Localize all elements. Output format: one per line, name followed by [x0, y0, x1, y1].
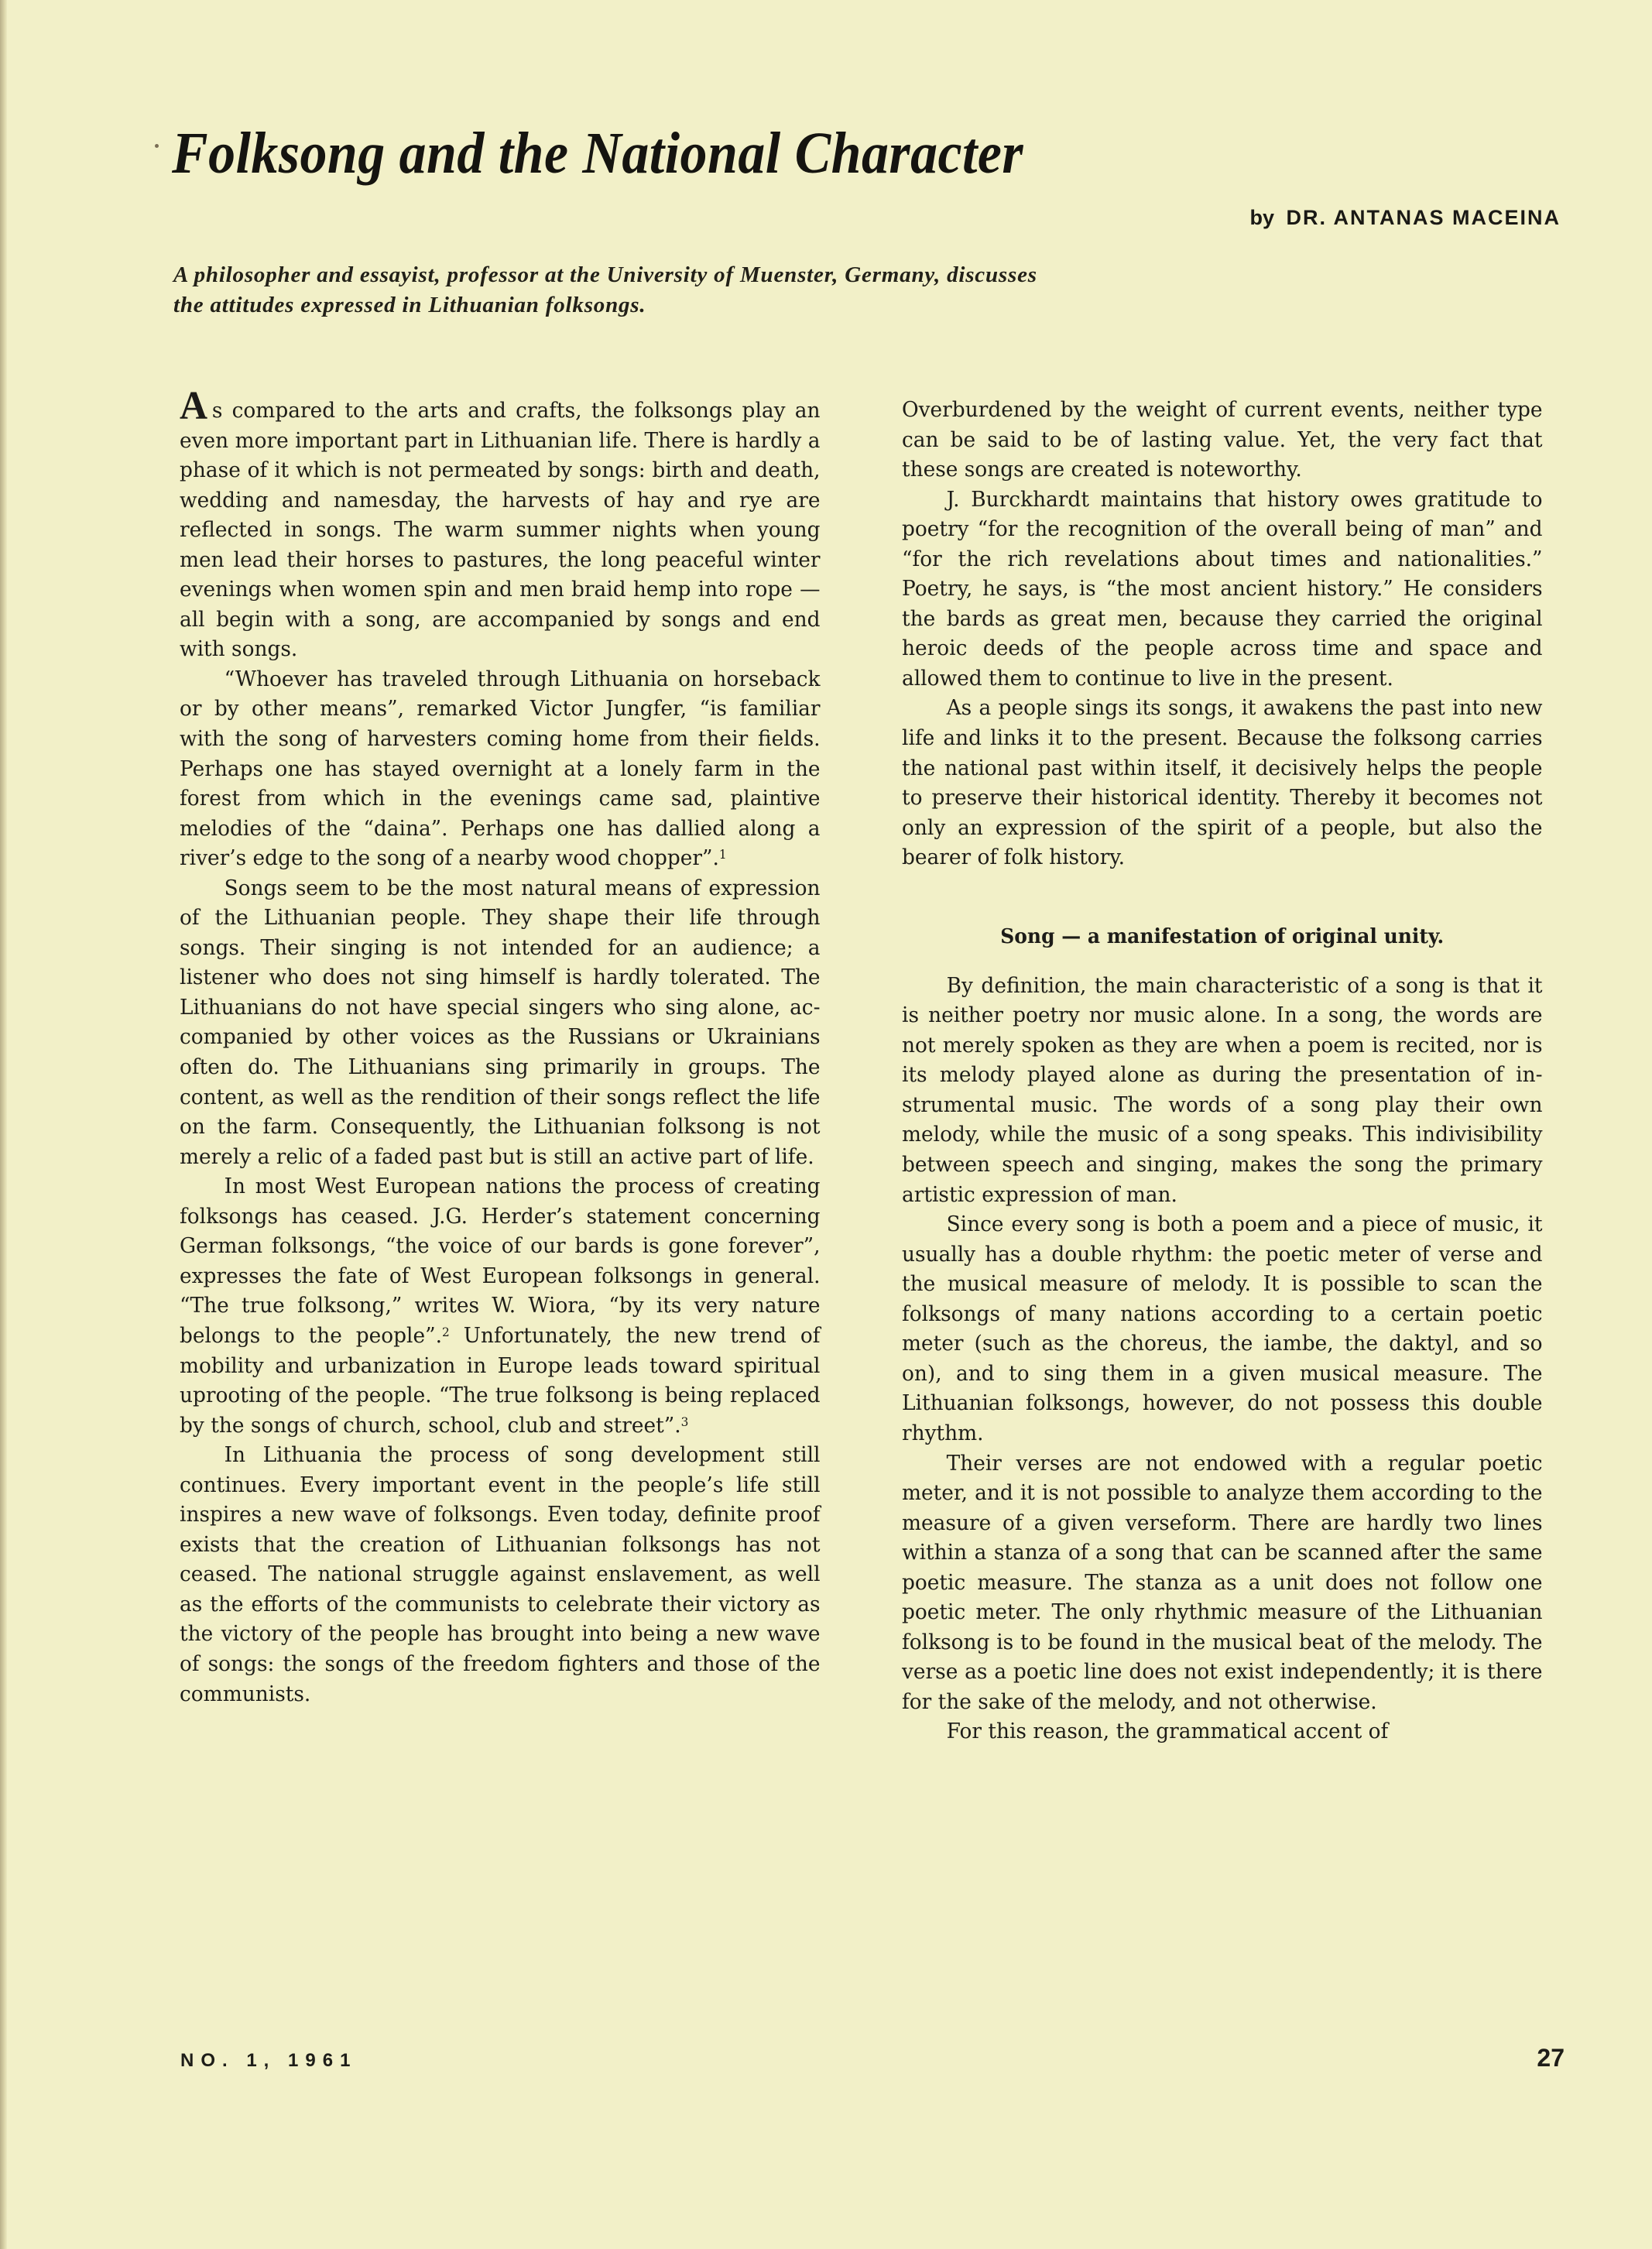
issue-label: NO. 1, 1961 [180, 2050, 358, 2071]
paragraph [180, 1171, 821, 1440]
page-spine-edge [0, 0, 7, 2249]
print-mark [155, 144, 159, 148]
paragraph-text: In most West European nations the process of creating folksongs has ceased. J.G. Herder’s statement concerning German folksongs, “the voice of our bards is gone forever”, expresses the fate of West European folksongs in general. “The true folksong,” writes W. Wiora, “by its very nature belongs to the people”. [180, 1174, 821, 1348]
byline [1249, 206, 1561, 230]
section-subheading: Song — a manifestation of original unity. [1000, 924, 1445, 948]
drop-cap: A [180, 384, 208, 428]
right-column [902, 395, 1543, 1747]
footnote-marker: 2 [442, 1324, 450, 1339]
article-title: Folksong and the National Character [172, 121, 1024, 186]
byline-prefix: by [1249, 206, 1274, 229]
article-deck: A philosopher and essayist, professor at the University of Muenster, Germany, discusses the attitudes expressed in Lithuanian folksongs. [173, 262, 1037, 317]
paragraph: By definition, the main characteristic of a song is that it is neither poetry nor music alone. In a song, the words are not merely spoken as they are when a poem is recited, nor is its melody played alone as during the presentation of instrumental music. The words of a song play their own melody, while the music of a song speaks. This indivisibility between speech and singing, makes the song the primary artistic expression of man. [902, 972, 1543, 1207]
paragraph: As a people sings its songs, it awakens the past into new life and links it to the present. Because the folksong carries the national past within itself, it decisively helps the people to preserve their historical identity. Thereby it becomes not only an expression of the spirit of a people, but also the bearer of folk history. [902, 695, 1543, 870]
paragraph: For this reason, the grammatical accent of [946, 1719, 1389, 1744]
paragraph: Since every song is both a poem and a piece of music, it usually has a double rhythm: the poetic meter of verse and the musical measure of melody. It is possible to scan the folksongs of many nations according to a certain poetic meter (such as the choreus, the iambe, the daktyl, and so on), and to sing them in a given musical measure. The Lithuanian folksongs, however, do not possess this double rhythm. [902, 1212, 1543, 1445]
paragraph: Their verses are not endowed with a regular poetic meter, and it is not possible to analyze them according to the measure of a given verseform. There are hardly two lines within a stanza of a song that can be scanned after the same poetic measure. The stanza as a unit does not follow one poetic meter. The only rhythmic measure of the Lithuanian folksong is to be found in the musical beat of the melody. The verse as a poetic line does not exist independently; it is there for the sake of the melody, and not otherwise. [902, 1450, 1543, 1714]
paragraph [180, 384, 821, 664]
page-number: 27 [1537, 2044, 1565, 2072]
paragraph: J. Burckhardt maintains that history owes gratitude to poetry “for the recognition of the overall being of man” and “for the rich revelations about times and nationalities.” Poetry, he says, is “the most ancient history.” He considers the bards as great men, because they carried the original heroic deeds of the people across time and space and allowed them to continue to live in the present. [902, 486, 1543, 691]
paragraph: Songs seem to be the most natural means of expression of the Lithuanian people. They shape their life through songs. Their singing is not intended for an audience; a listener who does not sing himself is hardly tolerated. The Lithuanians do not have special singers who sing alone, accompanied by other voices as the Russians or Ukrainians often do. The Lithuanians sing primarily in groups. The content, as well as the rendition of their songs reflect the life on the farm. Consequently, the Lithuanian folksong is not merely a relic of a faded past but is still an active part of life. [180, 875, 821, 1169]
footnote-marker: 1 [718, 847, 727, 862]
paragraph-text: s compared to the arts and crafts, the folksongs play an even more important part in Lithuanian life. There is hardly a phase of it which is not permeated by songs: birth and death, wedding and namesday, the harvests of hay and rye are reflected in songs. The warm summer nights when young men lead their horses to pastures, the long peaceful winter evenings when women spin and men braid hemp into rope — all begin with a song, are accompanied by songs and end with songs. [180, 398, 821, 662]
paragraph-text: “Whoever has traveled through Lithuania on horseback or by other means”, remarked Victor Jungfer, “is familiar with the song of harvesters coming home from their fields. Perhaps one has stayed overnight at a lonely farm in the forest from which in the evenings came sad, plaintive melodies of the “daina”. Perhaps one has dallied along a river’s edge to the song of a nearby wood chopper”. [180, 666, 821, 871]
author-name: DR. ANTANAS MACEINA [1286, 206, 1561, 229]
left-column [180, 384, 821, 1709]
paragraph-text: Unfortunately, the new trend of mobility and urbanization in Europe leads toward spiritual uprooting of the people. “The true folksong is being replaced by the songs of church, school, club and street”. [180, 1322, 821, 1438]
footnote-marker: 3 [680, 1414, 689, 1429]
paragraph: In Lithuania the process of song development still continues. Every important event in the people’s life still inspires a new wave of folksongs. Even today, definite proof exists that the creation of Lithuanian folksongs has not ceased. The national struggle against enslavement, as well as the efforts of the communists to celebrate their victory as the victory of the people has brought into being a new wave of songs: the songs of the freedom fighters and those of the communists. [180, 1442, 821, 1706]
paragraph [180, 664, 821, 873]
paragraph: Overburdened by the weight of current events, neither type can be said to be of lasting value. Yet, the very fact that these songs are created is noteworthy. [902, 397, 1543, 482]
